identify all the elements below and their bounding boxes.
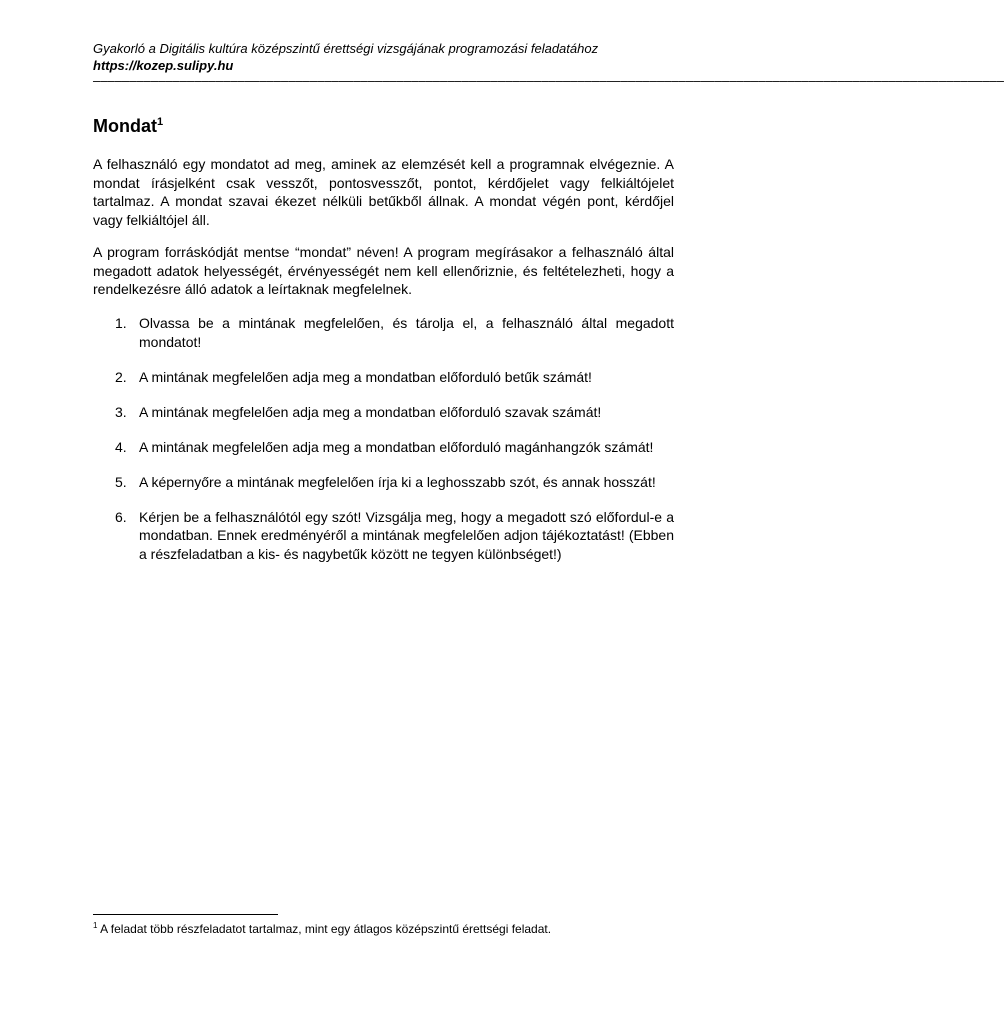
task-number: 2. [115, 368, 127, 385]
task-item-6 [93, 508, 674, 564]
document-page [93, 0, 1004, 1024]
task-item-4 [93, 438, 674, 457]
task-text: A képernyőre a mintának megfelelően írja ki a leghosszabb szót, és annak hosszát! [139, 473, 656, 490]
footnote-separator [93, 914, 278, 915]
task-text: Kérjen be a felhasználótól egy szót! Vizsgálja meg, hogy a megadott szó előfordul-e a mondatban. Ennek eredményéről a mintának megfelelően adjon tájékoztatást! (Ebben a részfeladatban a kis- és nagybetűk között ne tegyen különbséget!) [139, 508, 674, 562]
task-item-2 [93, 368, 674, 387]
task-number: 4. [115, 438, 127, 455]
page-header [93, 40, 1004, 90]
footnote-text: A feladat több részfeladatot tartalmaz, mint egy átlagos középszintű érettségi feladat. [97, 922, 552, 936]
header-rule: –––––––––––––––––––––––––––––––––––––––––––––––––––––––––––––––––––––––––––––––––––––––––––––––––––––––––––––––––––––––––––––– [93, 73, 1004, 88]
title-text: Mondat [93, 116, 157, 136]
footnote-mark: 1 [93, 921, 98, 930]
instructions-paragraph: A program forráskódját mentse “mondat” néven! A program megírásakor a felhasználó által megadott adatok helyességét, érvényességét nem kell ellenőriznie, és feltételezheti, hogy a rendelkezésre álló adatok a leírtaknak megfelelnek. [93, 244, 674, 297]
header-course-title: Gyakorló a Digitális kultúra középszintű érettségi vizsgájának programozási feladatához [93, 41, 599, 56]
task-number: 3. [115, 403, 127, 420]
page-title [93, 115, 163, 137]
footnote [93, 921, 551, 937]
task-item-1 [93, 314, 674, 351]
task-text: A mintának megfelelően adja meg a mondatban előforduló szavak számát! [139, 403, 602, 420]
title-footnote-ref[interactable]: 1 [156, 116, 164, 128]
task-item-3 [93, 403, 674, 422]
task-item-5 [93, 473, 674, 492]
task-number: 5. [115, 473, 127, 490]
task-number: 1. [115, 315, 127, 331]
task-text: Olvassa be a mintának megfelelően, és tárolja el, a felhasználó által megadott mondatot! [139, 315, 674, 350]
task-number: 6. [115, 508, 127, 525]
intro-paragraph: A felhasználó egy mondatot ad meg, aminek az elemzését kell a programnak elvégeznie. A mondat írásjelként csak vesszőt, pontosvesszőt, pontot, kérdőjelet vagy felkiáltójelet tartalmaz. A mondat szavai ékezet nélküli betűkből állnak. A mondat végén pont, kérdőjel vagy felkiáltójel áll. [93, 156, 674, 228]
task-text: A mintának megfelelően adja meg a mondatban előforduló magánhangzók számát! [139, 438, 654, 455]
task-list [93, 314, 674, 580]
header-url[interactable]: https://kozep.sulipy.hu [93, 58, 234, 73]
task-text: A mintának megfelelően adja meg a mondatban előforduló betűk számát! [139, 368, 592, 385]
